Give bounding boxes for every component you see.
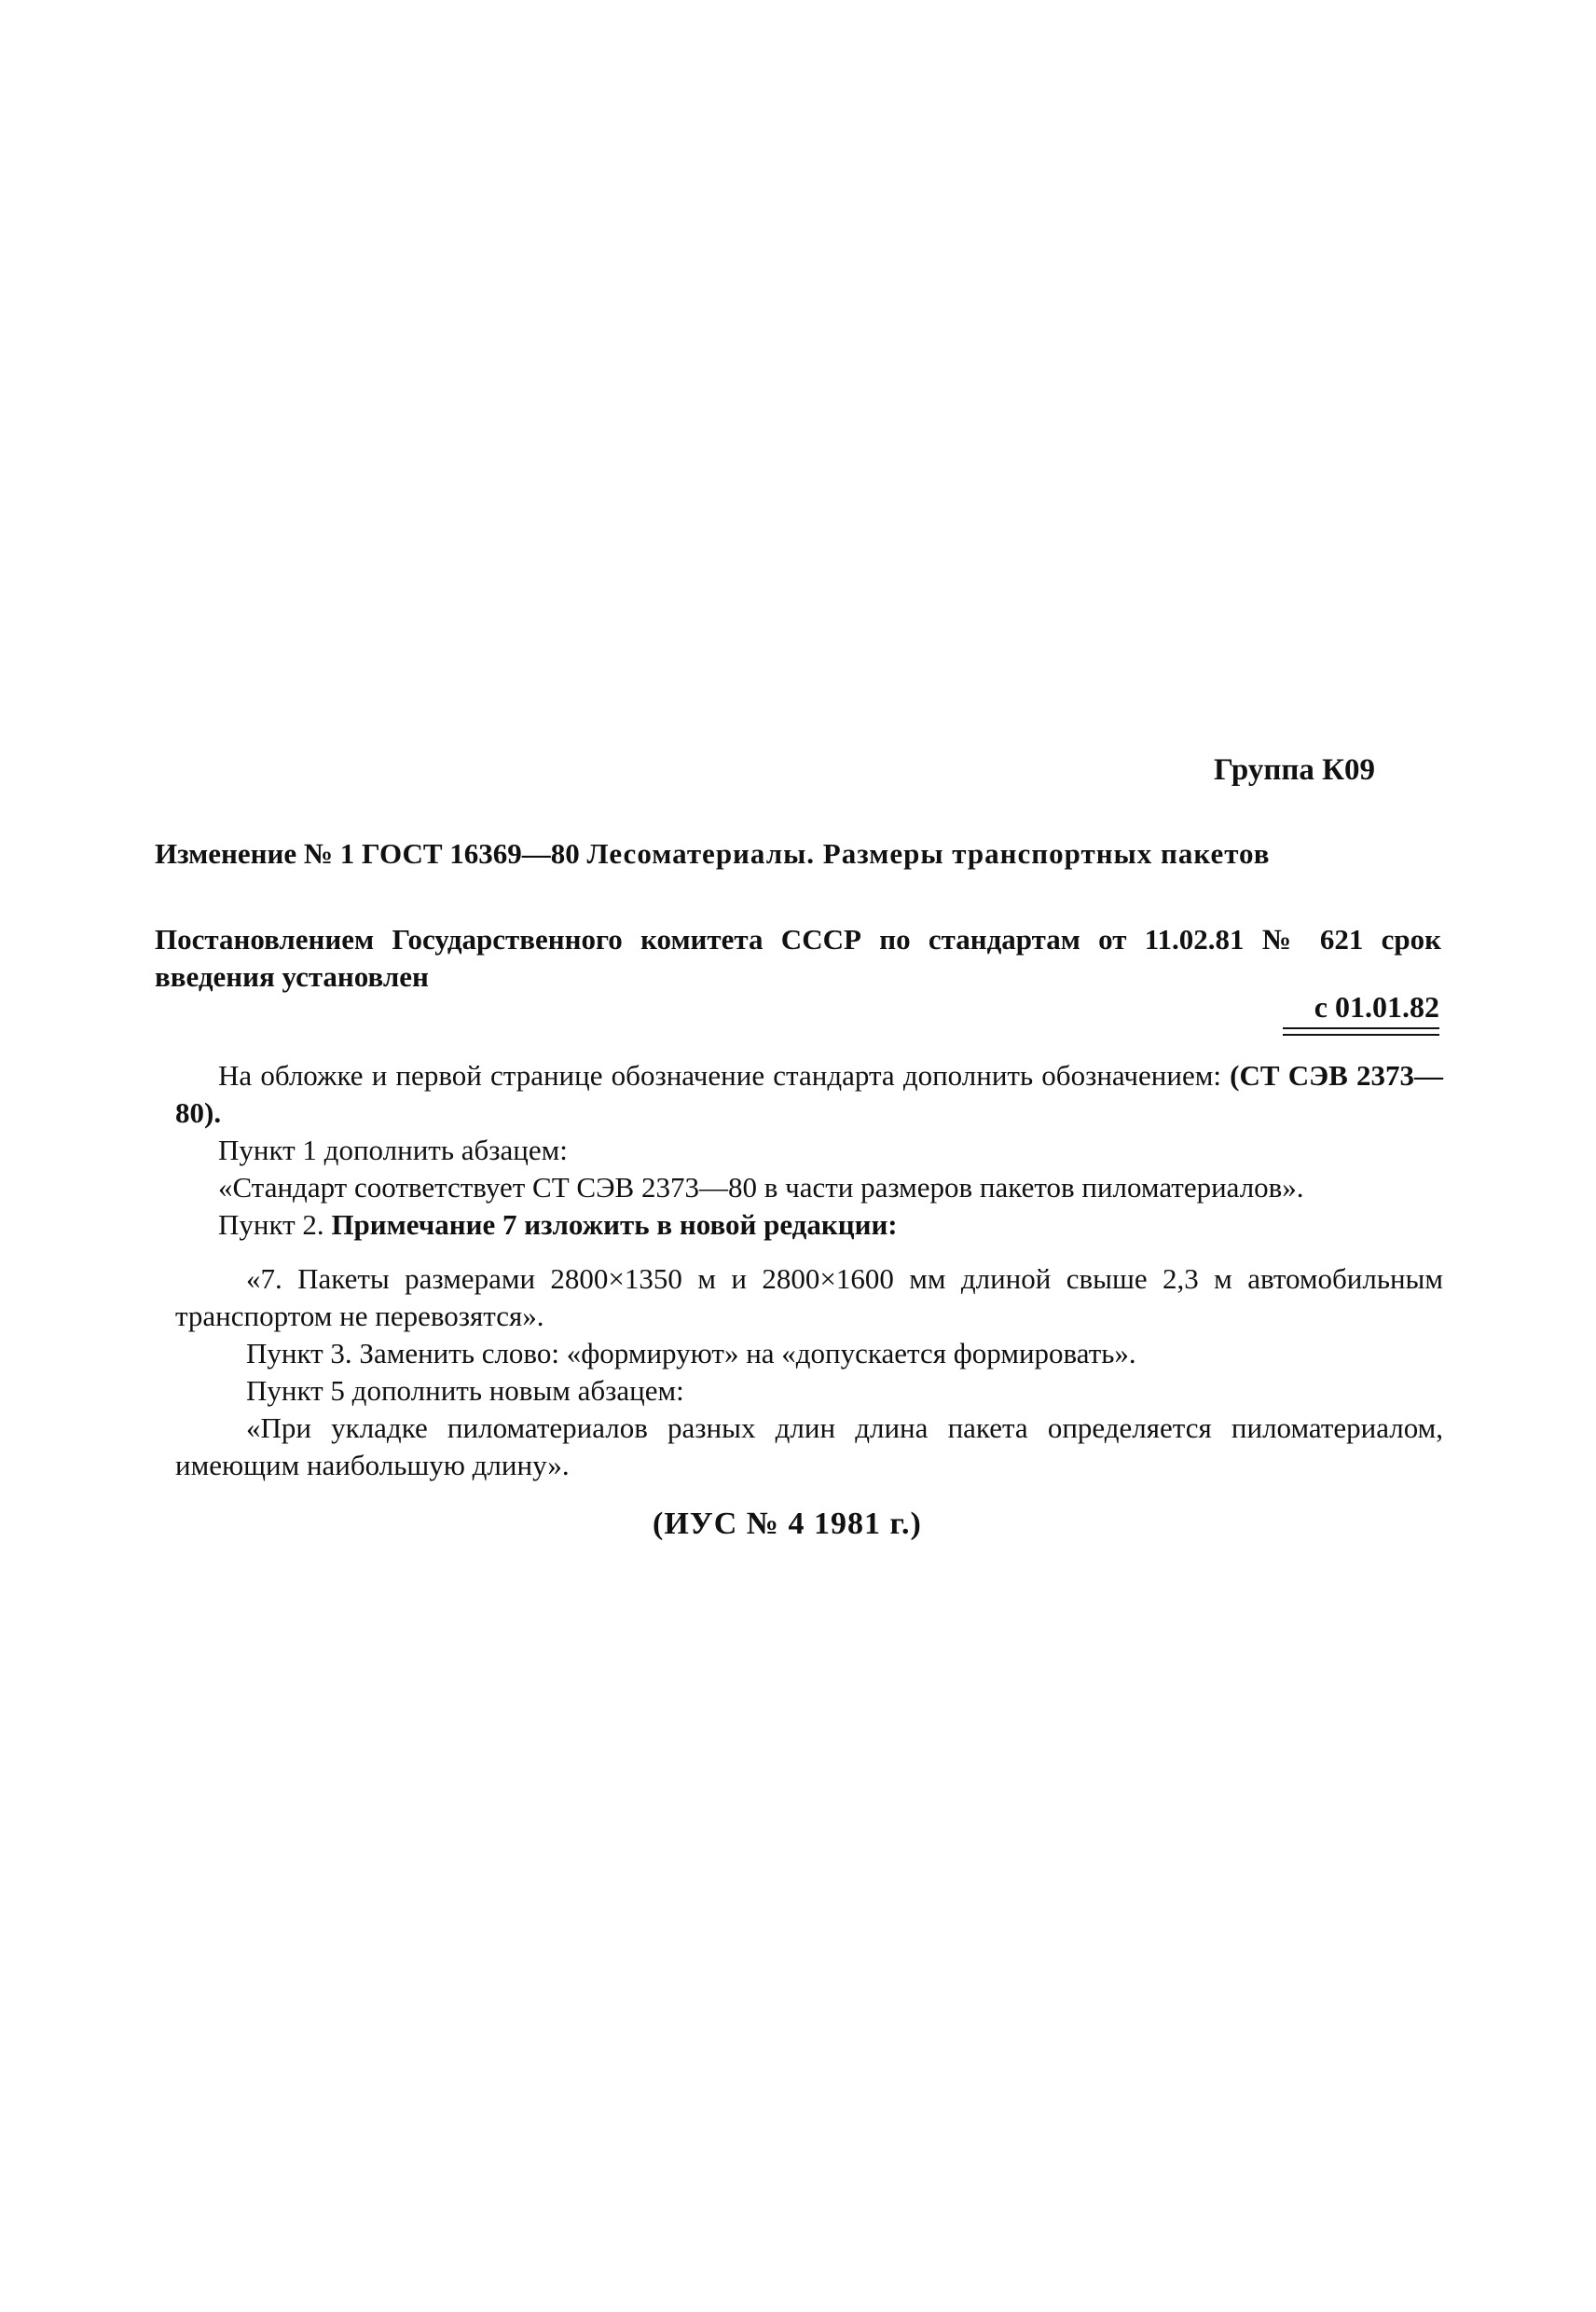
source-reference: (ИУС № 4 1981 г.) — [653, 1507, 922, 1541]
standard-title: Лесоматериалы. Размеры транспортных пакетов — [586, 837, 1271, 870]
paragraph-item5: Пункт 5 дополнить новым абзацем: — [246, 1374, 684, 1407]
effective-date: с 01.01.82 — [1314, 990, 1439, 1024]
paragraph-item2-text: Пункт 2. — [218, 1208, 332, 1241]
paragraph-cover — [175, 1057, 1443, 1132]
group-label: Группа К09 — [1214, 753, 1376, 787]
paragraph-cover-designation: (СТ СЭВ 2373—80). — [175, 1059, 1443, 1129]
amendment-number: Изменение № 1 ГОСТ 16369—80 — [155, 837, 580, 870]
paragraph-item3: Пункт 3. Заменить слово: «формируют» на «допускается формировать». — [246, 1337, 1136, 1369]
effective-date-underline — [1283, 1027, 1439, 1036]
paragraph-note7: «7. Пакеты размерами 2800×1350 м и 2800×1600 мм длиной свыше 2,3 м автомобильным транспортом не перевозятся». — [175, 1262, 1443, 1332]
paragraph-item2 — [175, 1206, 1443, 1244]
spacer — [175, 1244, 1443, 1260]
paragraph-item1-quote: «Стандарт соответствует СТ СЭВ 2373—80 в части размеров пакетов пиломатериалов». — [218, 1171, 1304, 1204]
amendment-body — [175, 1057, 1443, 1484]
amendment-title — [155, 835, 1441, 873]
paragraph-item5-quote: «При укладке пиломатериалов разных длин длина пакета определяется пиломатериалом, имеющим наибольшую длину». — [175, 1411, 1443, 1481]
paragraph-item2-note: Примечание 7 изложить в новой редакции: — [331, 1208, 898, 1241]
paragraph-cover-text: На обложке и первой странице обозначение стандарта дополнить обозначением: — [218, 1059, 1231, 1092]
paragraph-item1: Пункт 1 дополнить абзацем: — [218, 1134, 568, 1166]
decree-text: Постановлением Государственного комитета СССР по стандартам от 11.02.81 № 621 срок введения установлен — [155, 923, 1441, 993]
